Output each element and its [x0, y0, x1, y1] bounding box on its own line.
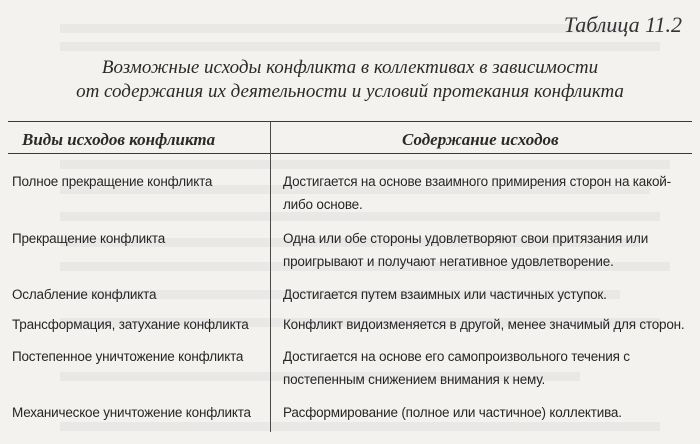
- column-divider: [270, 121, 271, 432]
- table-caption: [40, 56, 660, 104]
- table-header-rule: [8, 153, 692, 154]
- table-row-type: Ослабление конфликта: [12, 287, 157, 302]
- table-caption-line-1: Возможные исходы конфликта в коллективах в зависимости: [101, 57, 599, 78]
- table-row-content: Расформирование (полное или частичное) коллектива.: [283, 405, 622, 420]
- table-row-content: Конфликт видоизменяется в другой, менее значимый для сторон.: [283, 317, 685, 332]
- table-row-content: Достигается на основе взаимного примирения сторон на какой-либо основе.: [283, 174, 671, 212]
- column-header-types: Виды исходов конфликта: [22, 130, 216, 149]
- table-row-content: Достигается путем взаимных или частичных уступок.: [283, 287, 607, 302]
- table-caption-line-2: от содержания их деятельности и условий протекания конфликта: [76, 81, 624, 102]
- table-row-type: Постепенное уничтожение конфликта: [12, 349, 244, 364]
- table-row-type: Полное прекращение конфликта: [12, 174, 213, 189]
- table-row-type: Прекращение конфликта: [12, 231, 166, 246]
- table-row-type: Механическое уничтожение конфликта: [12, 405, 251, 420]
- table-top-rule: [8, 121, 692, 122]
- table-row-content: Достигается на основе его самопроизвольного течения с постепенным снижением внимания к нему.: [283, 349, 630, 387]
- table-row-content: Одна или обе стороны удовлетворяют свои притязания или проигрывают и получают негативное удовлетворение.: [283, 231, 649, 269]
- table-row-type: Трансформация, затухание конфликта: [12, 317, 249, 332]
- column-header-content: Содержание исходов: [402, 130, 559, 149]
- table-number: Таблица 11.2: [563, 12, 682, 37]
